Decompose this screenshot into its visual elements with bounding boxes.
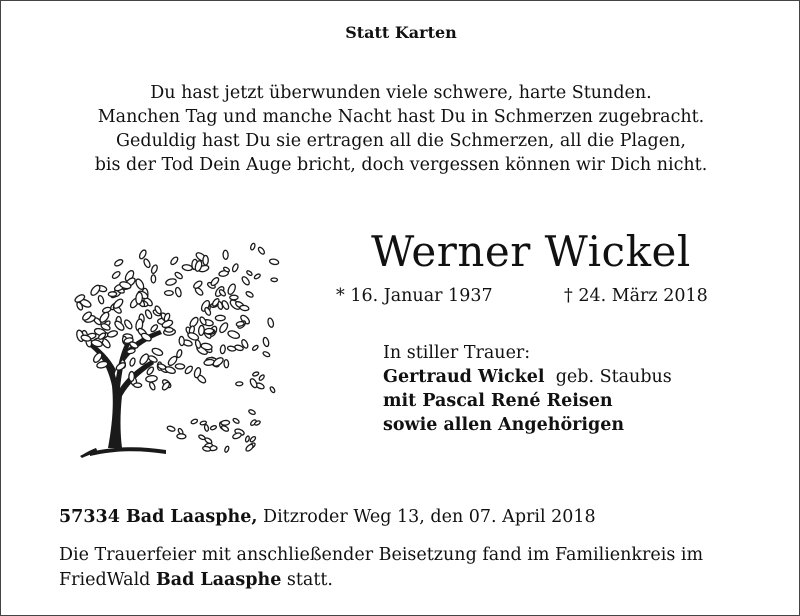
- leaf-shape: [250, 243, 256, 251]
- leaf-shape: [218, 322, 229, 334]
- leaf-shape: [249, 378, 258, 389]
- leaf-shape: [144, 309, 153, 320]
- mourners-block: [383, 341, 672, 437]
- leaf-shape: [123, 319, 133, 330]
- leaf-shape: [113, 320, 125, 332]
- leaf-shape: [246, 270, 253, 276]
- mourner-name: Gertraud Wickel: [383, 367, 545, 387]
- leaf-shape: [145, 375, 157, 382]
- leaf-shape: [107, 330, 118, 338]
- leaf-shape: [151, 275, 156, 283]
- leaf-shape: [198, 325, 204, 335]
- leaf-shape: [252, 371, 259, 376]
- leaf-shape: [204, 424, 209, 431]
- leaf-shape: [267, 318, 274, 328]
- leaf-shape: [231, 263, 239, 272]
- leaf-shape: [199, 316, 207, 326]
- leaf-shape: [177, 434, 186, 439]
- leaf-shape: [184, 365, 194, 375]
- leaf-shape: [249, 436, 256, 443]
- ceremony-notice: [59, 543, 759, 593]
- leaf-shape: [111, 270, 121, 279]
- notice-text: statt.: [286, 570, 333, 590]
- poem-line: Du hast jetzt überwunden viele schwere, harte Stunden.: [150, 83, 652, 103]
- leaf-shape: [170, 256, 179, 266]
- leaf-shape: [232, 418, 240, 425]
- poem-line: Manchen Tag und manche Nacht hast Du in Schmerzen zugebracht.: [97, 107, 705, 127]
- leaf-shape: [204, 328, 214, 334]
- maiden-name: geb. Staubus: [555, 367, 672, 387]
- leaf-shape: [245, 443, 254, 452]
- leaf-shape: [210, 425, 217, 431]
- leaf-shape: [252, 344, 259, 351]
- leaf-shape: [220, 345, 226, 354]
- poem-line: bis der Tod Dein Auge bricht, doch vergessen können wir Dich nicht.: [94, 155, 708, 175]
- leaf-shape: [215, 315, 225, 320]
- leaf-shape: [175, 287, 182, 297]
- leaf-shape: [112, 298, 124, 310]
- leaf-shape: [114, 258, 124, 267]
- address-line: [59, 507, 596, 527]
- leaf-shape: [192, 280, 203, 290]
- leaf-shape: [150, 264, 158, 274]
- leaf-shape: [89, 284, 101, 297]
- leaf-shape: [203, 255, 208, 265]
- leaf-shape: [134, 278, 145, 291]
- leaf-shape: [236, 382, 243, 386]
- leaf-shape: [223, 250, 228, 259]
- notice-line: Die Trauerfeier mit anschließender Beisetzung fand im Familienkreis im: [59, 545, 704, 565]
- leaf-shape: [210, 276, 220, 286]
- leaf-shape: [165, 278, 177, 286]
- leaf-shape: [149, 382, 156, 391]
- windblown-tree-icon: [56, 226, 281, 461]
- leaf-shape: [269, 386, 275, 393]
- leaf-shape: [133, 383, 141, 388]
- leaf-shape: [167, 425, 176, 432]
- mourner-line: mit Pascal René Reisen: [383, 391, 613, 411]
- leaf-shape: [254, 273, 261, 280]
- leaf-shape: [227, 329, 240, 339]
- leaf-shape: [262, 337, 269, 347]
- leaf-shape: [262, 351, 270, 358]
- leaf-shape: [248, 409, 256, 415]
- leaf-shape: [176, 349, 183, 358]
- leaf-shape: [245, 436, 250, 443]
- notice-text: FriedWald: [59, 570, 151, 590]
- leaf-shape: [135, 292, 142, 304]
- mourner-line: sowie allen Angehörigen: [383, 415, 625, 435]
- leaf-shape: [138, 249, 147, 260]
- leaf-shape: [115, 361, 127, 371]
- leaf-shape: [129, 371, 135, 381]
- leaf-shape: [165, 291, 174, 296]
- leaf-shape: [182, 264, 193, 271]
- leaf-shape: [245, 291, 254, 299]
- notice-line: [59, 568, 759, 593]
- leaf-shape: [258, 374, 265, 381]
- leaf-shape: [269, 258, 279, 265]
- leaf-shape: [232, 432, 242, 440]
- death-date: † 24. März 2018: [564, 286, 708, 306]
- poem: [1, 81, 800, 177]
- leaf-shape: [108, 292, 117, 297]
- leaf-shape: [97, 295, 104, 305]
- leaf-shape: [257, 246, 265, 255]
- leaf-shape: [179, 336, 184, 345]
- leaf-shape: [143, 258, 151, 268]
- leaf-shape: [241, 276, 251, 287]
- leaf-shape: [129, 357, 136, 366]
- leaf-shape: [175, 364, 185, 370]
- leaf-shape: [271, 278, 278, 282]
- heading: Statt Karten: [345, 23, 457, 42]
- leaf-shape: [195, 339, 202, 348]
- leaf-shape: [190, 418, 198, 424]
- leaf-shape: [151, 347, 163, 357]
- leaf-shape: [224, 446, 230, 453]
- poem-line: Geduldig hast Du sie ertragen all die Schmerzen, all die Plagen,: [116, 131, 686, 151]
- leaf-shape: [174, 271, 183, 280]
- address-city: 57334 Bad Laasphe,: [59, 507, 258, 527]
- leaf-shape: [240, 305, 250, 311]
- leaf-shape: [224, 359, 229, 367]
- notice-place: Bad Laasphe: [155, 570, 282, 590]
- address-rest: Ditzroder Weg 13, den 07. April 2018: [263, 507, 596, 527]
- leaf-shape: [221, 425, 230, 433]
- deceased-name: Werner Wickel: [371, 227, 691, 276]
- mourners-intro: In stiller Trauer:: [383, 343, 531, 363]
- leaf-shape: [227, 283, 237, 296]
- leaf-shape: [230, 295, 238, 300]
- mourner-line: [383, 365, 672, 389]
- leaf-shape: [221, 420, 230, 426]
- birth-date: * 16. Januar 1937: [336, 286, 493, 306]
